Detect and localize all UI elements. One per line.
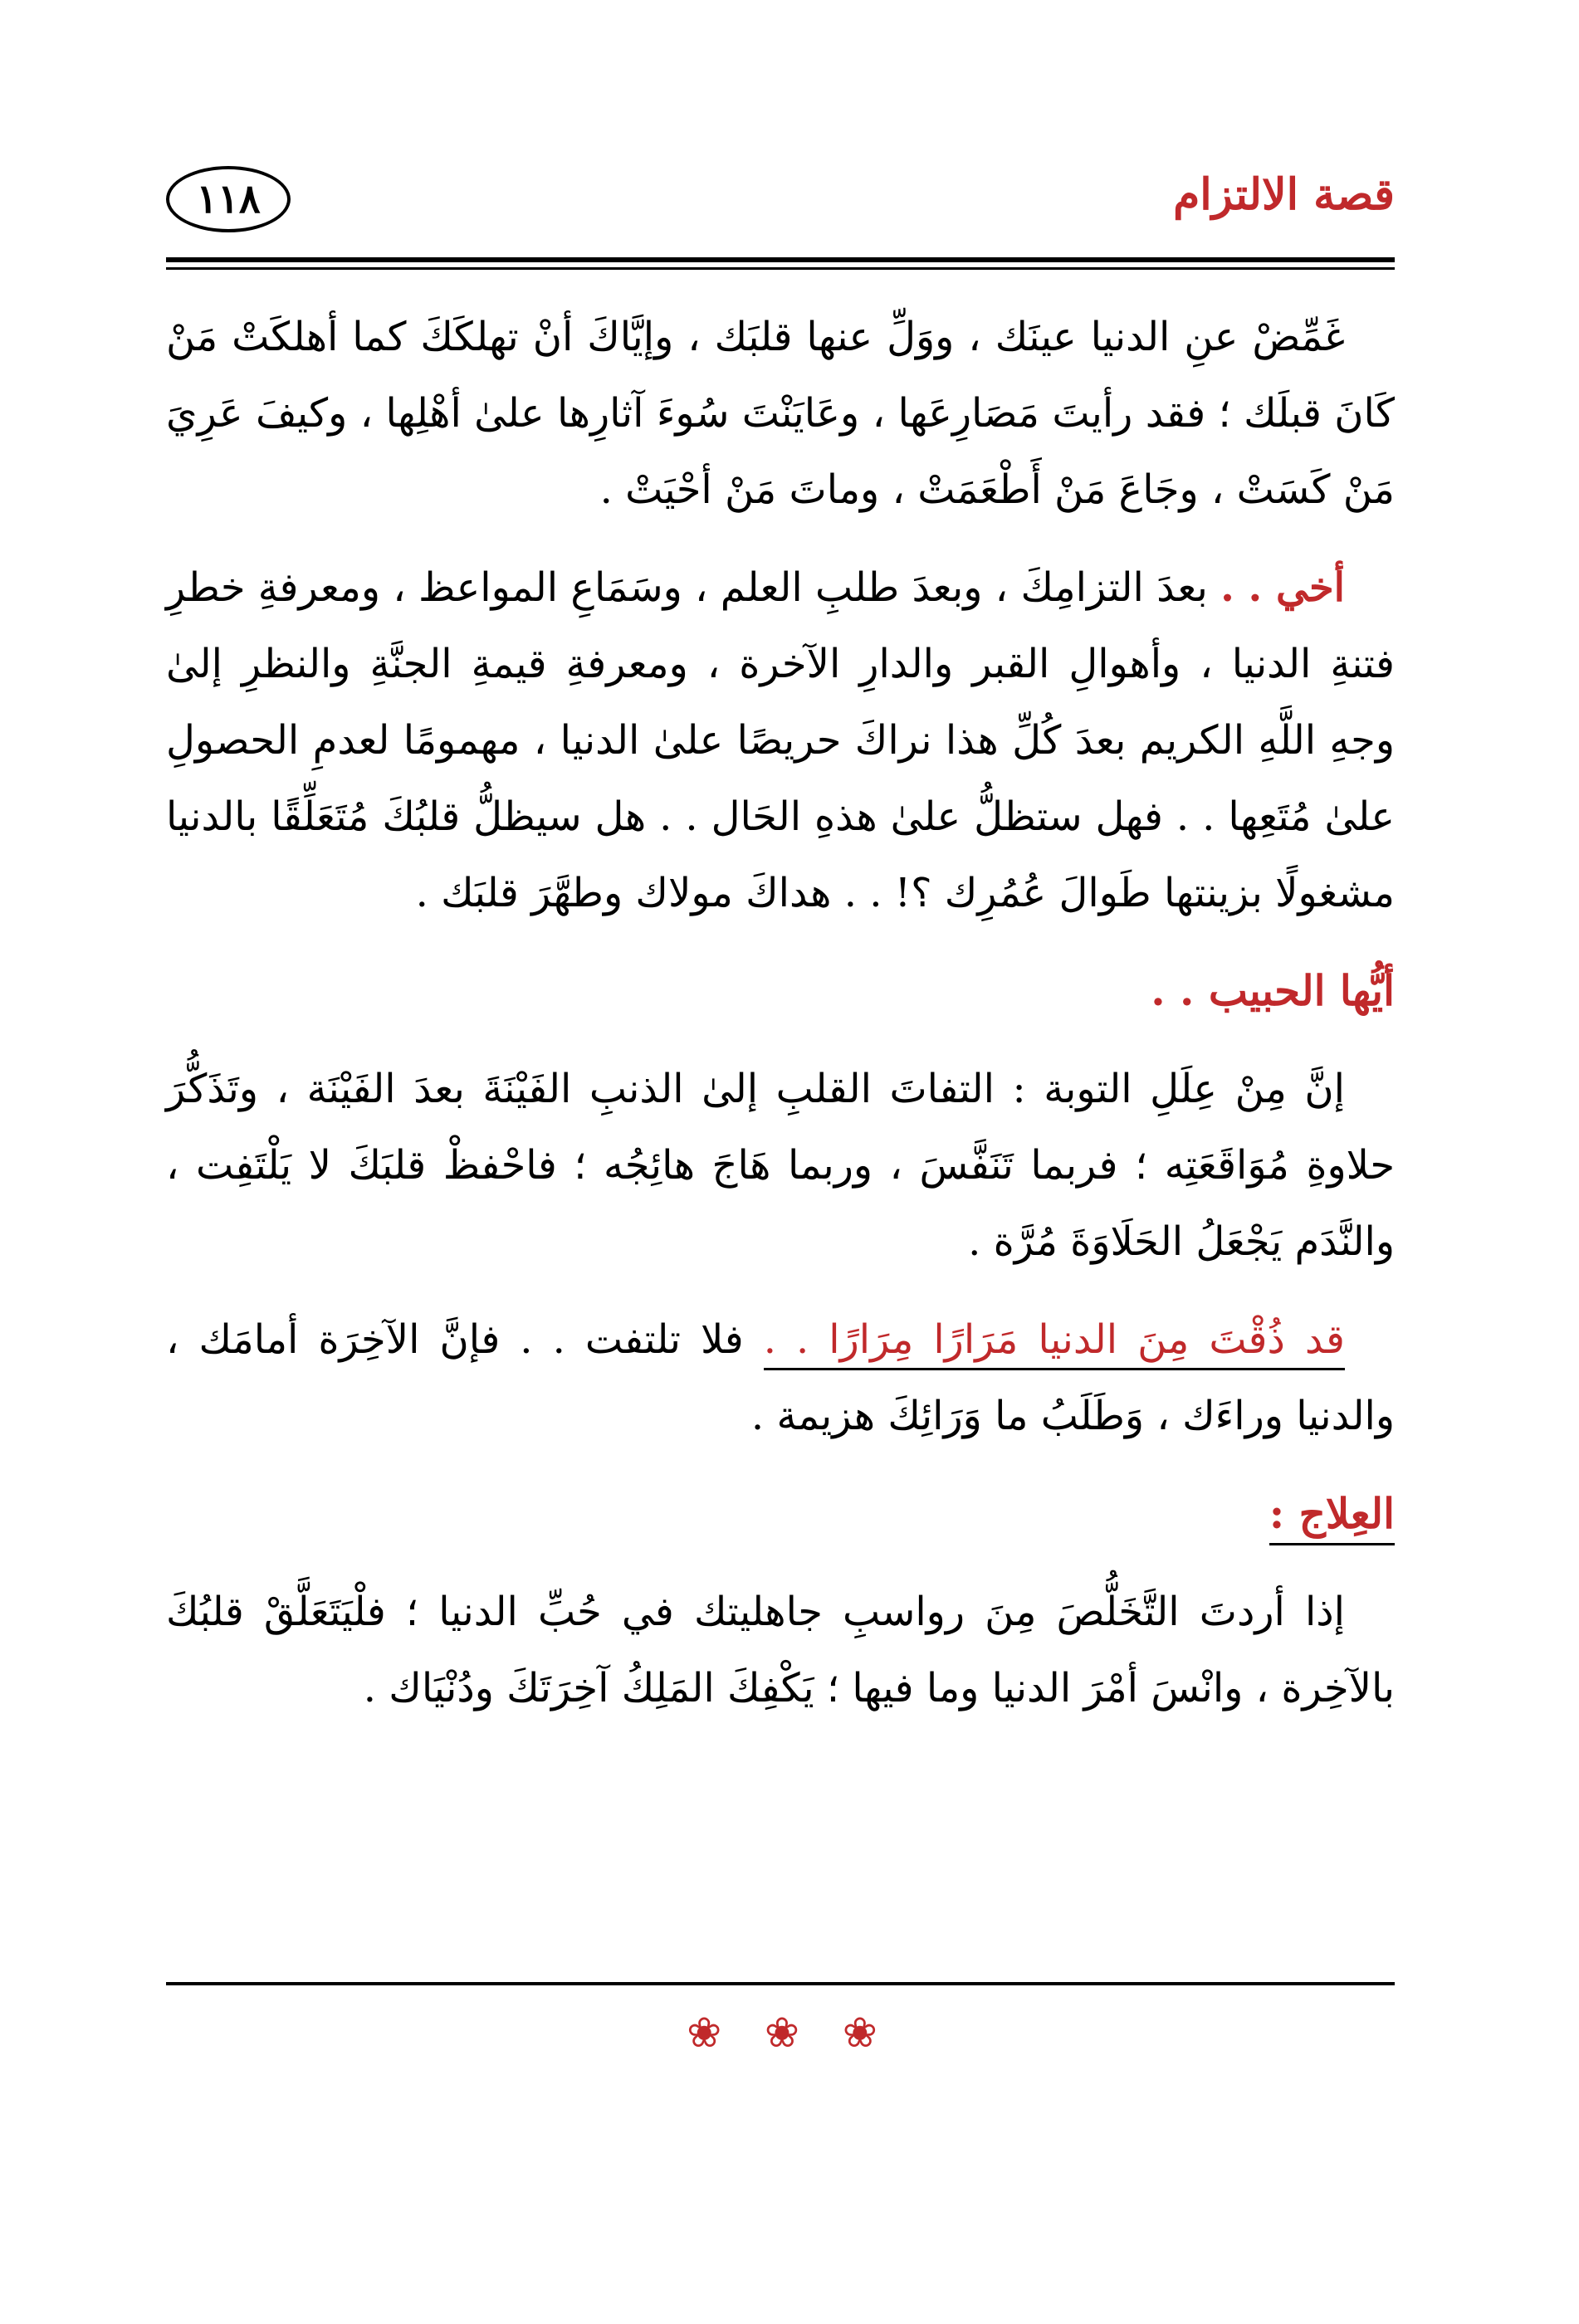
paragraph-4-text: فلا تلتفت . . فإنَّ الآخِرَة أمامَك ، والدنيا وراءَك ، وَطَلَبُ ما وَرَائِكَ هزيمة . [166,1316,1395,1439]
header-rule-thick [166,257,1395,262]
section-heading-beloved-text: أيُّها الحبيب . . [1151,966,1395,1015]
page-number-badge [166,166,291,232]
paragraph-3 [166,1051,1395,1280]
section-heading-treatment-text: العِلاج : [1269,1489,1395,1545]
header-rule-thin [166,267,1395,270]
book-title: قصة الالتزام [1173,169,1395,220]
paragraph-2-lead: أخي . . [1220,564,1346,611]
paragraph-4-lead: قد ذُقْتَ مِنَ الدنيا مَرَارًا مِرَارًا . . [764,1316,1345,1370]
paragraph-1 [166,299,1395,528]
paragraph-2 [166,549,1395,931]
paragraph-5-text: إذا أردتَ التَّخَلُّصَ مِنَ رواسبِ جاهليتك في حُبِّ الدنيا ؛ فلْيَتَعَلَّقْ قلبُكَ بالآخِرة ، وانْسَ أمْرَ الدنيا وما فيها ؛ يَكْفِكَ المَلِكُ آخِرَتَكَ ودُنْيَاك . [166,1589,1395,1711]
paragraph-1-text: غَمِّضْ عنِ الدنيا عينَك ، ووَلِّ عنها قلبَك ، وإيَّاكَ أنْ تهلكَكَ كما أهلكَتْ مَنْ كَانَ قبلَك ؛ فقد رأيتَ مَصَارِعَها ، وعَايَنْتَ سُوءَ آثارِها علىٰ أهْلِها ، وكيفَ عَرِيَ مَنْ كَسَتْ ، وجَاعَ مَنْ أَطْعَمَتْ ، وماتَ مَنْ أحْيَتْ . [166,314,1396,513]
paragraph-5 [166,1574,1395,1726]
section-heading-beloved [166,953,1395,1029]
page-number: ١١٨ [196,176,261,222]
paragraph-2-text: بعدَ التزامِكَ ، وبعدَ طلبِ العلم ، وسَمَاعِ المواعظ ، ومعرفةِ خطرِ فتنةِ الدنيا ، وأهوالِ القبر والدارِ الآخرة ، ومعرفةِ قيمةِ الجنَّةِ والنظرِ إلىٰ وجهِ اللَّهِ الكريم بعدَ كُلِّ هذا نراكَ حريصًا علىٰ الدنيا ، مهمومًا لعدمِ الحصولِ علىٰ مُتَعِها . . فهل ستظلُّ علىٰ هذهِ الحَال . . هل سيظلُّ قلبُكَ مُتَعَلِّقًا بالدنيا مشغولًا بزينتها طَوالَ عُمُرِك ؟! . . هداكَ مولاك وطهَّرَ قلبَك . [166,564,1396,916]
ornament-divider: ❀ ❀ ❀ [687,2009,892,2057]
footer-rule [166,1982,1395,1985]
section-heading-treatment [166,1476,1395,1552]
page-body [166,299,1395,1748]
page-header [166,149,1395,257]
paragraph-4 [166,1301,1395,1454]
paragraph-3-text: إنَّ مِنْ عِلَلِ التوبة : التفاتَ القلبِ إلىٰ الذنبِ الفَيْنَةَ بعدَ الفَيْنَة ، وتَذَكُّرَ حلاوةِ مُوَاقَعَتِه ؛ فربما تَنَفَّسَ ، وربما هَاجَ هائِجُه ؛ فاحْفظْ قلبَكَ لا يَلْتَفِت ، والنَّدَم يَجْعَلُ الحَلَاوَةَ مُرَّة . [166,1066,1395,1265]
